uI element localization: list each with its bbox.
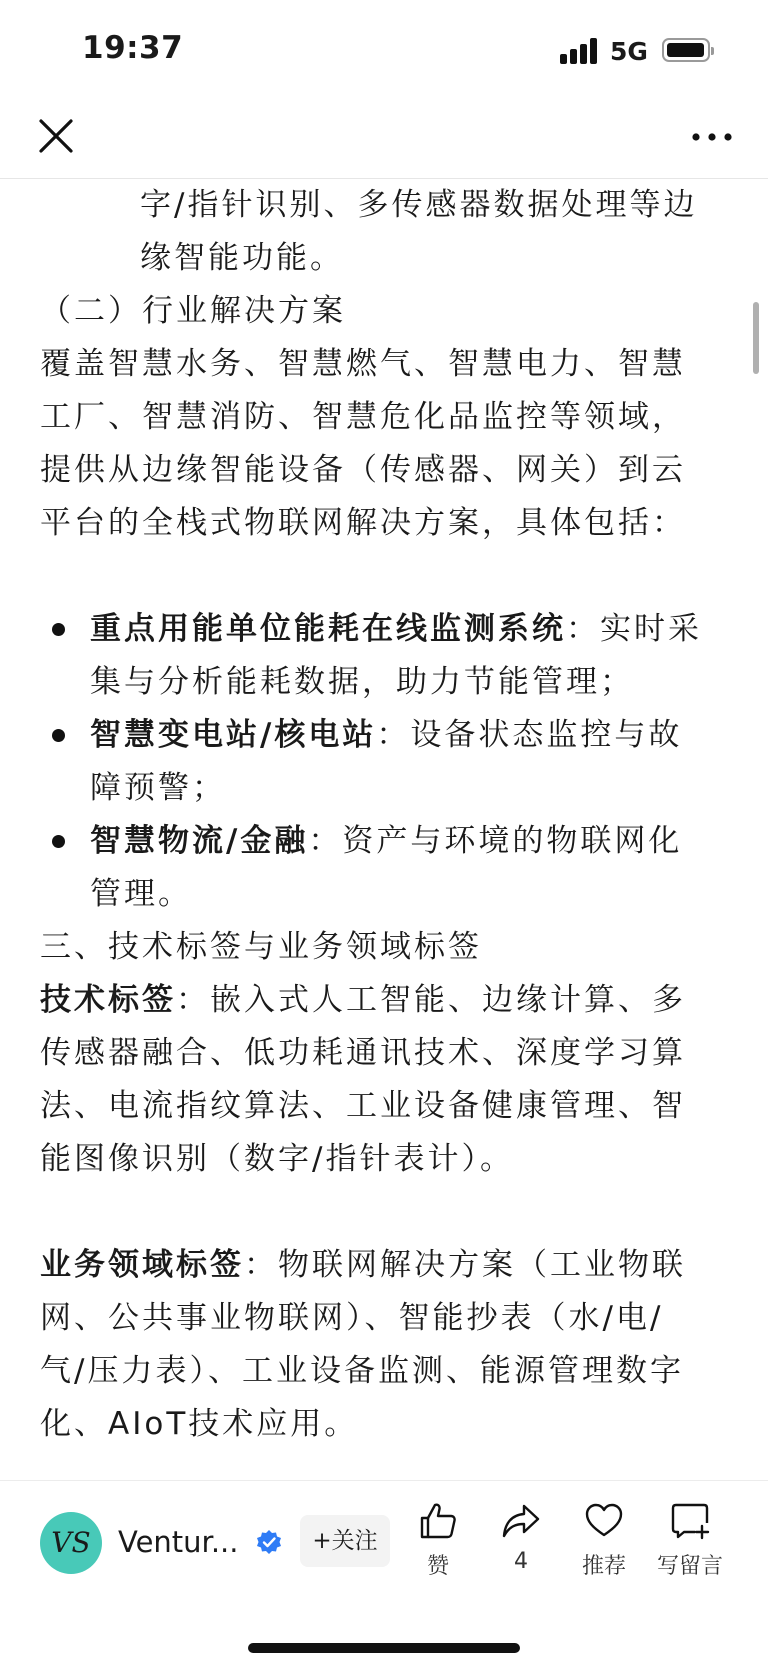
share-button[interactable] <box>481 1501 561 1574</box>
tech-tags-text: ：嵌入式人工智能、边缘计算、多 <box>176 982 686 1018</box>
thumbs-up-icon <box>418 1501 458 1541</box>
paragraph-line: 覆盖智慧水务、智慧燃气、智慧电力、智慧 <box>40 346 686 382</box>
recommend-button[interactable] <box>564 1501 644 1580</box>
home-indicator[interactable] <box>248 1643 520 1653</box>
more-options-button[interactable] <box>690 122 734 152</box>
signal-icon <box>560 38 602 64</box>
status-bar <box>0 0 768 100</box>
tech-tags-text: 传感器融合、低功耗通讯技术、深度学习算 <box>40 1035 686 1071</box>
status-time: 19:37 <box>82 30 184 66</box>
business-tags-label: 业务领域标签 <box>40 1247 244 1283</box>
close-icon <box>36 116 76 156</box>
bullet-item <box>40 709 728 815</box>
recommend-label: 推荐 <box>581 1554 626 1579</box>
comment-label: 写留言 <box>656 1554 723 1579</box>
follow-button[interactable]: +关注 <box>300 1515 390 1567</box>
business-tags-text: 气/压力表）、工业设备监测、能源管理数字 <box>40 1353 684 1389</box>
avatar-initials: VS <box>51 1526 91 1559</box>
avatar[interactable] <box>40 1512 102 1574</box>
bullet-dot <box>52 623 65 636</box>
like-label: 赞 <box>426 1554 449 1579</box>
paragraph-line: 平台的全栈式物联网解决方案，具体包括： <box>40 505 686 541</box>
close-button[interactable] <box>36 116 76 156</box>
battery-icon <box>662 38 710 62</box>
share-arrow-icon <box>501 1501 541 1541</box>
nav-bar <box>0 100 768 179</box>
more-icon <box>690 122 734 152</box>
section-subheading: （二）行业解决方案 <box>40 293 346 329</box>
like-button[interactable] <box>398 1501 478 1580</box>
scrollbar[interactable] <box>753 302 759 374</box>
section-heading: 三、技术标签与业务领域标签 <box>40 929 482 965</box>
verified-badge-icon <box>256 1529 282 1555</box>
bullet-dot <box>52 729 65 742</box>
bullet-text: 管理。 <box>90 876 192 912</box>
bullet-text: ：设备状态监控与故 <box>376 717 683 753</box>
article-content <box>40 179 728 1479</box>
tech-tags-text: 法、电流指纹算法、工业设备健康管理、智 <box>40 1088 686 1124</box>
paragraph-line: 工厂、智慧消防、智慧危化品监控等领域， <box>40 399 686 435</box>
bullet-text: ：资产与环境的物联网化 <box>308 823 683 859</box>
comment-button[interactable] <box>650 1501 730 1580</box>
paragraph-line: 提供从边缘智能设备（传感器、网关）到云 <box>40 452 686 488</box>
bullet-dot <box>52 835 65 848</box>
network-type: 5G <box>610 37 648 66</box>
business-tags-text: 网、公共事业物联网）、智能抄表（水/电/ <box>40 1300 664 1336</box>
bullet-text: ：实时采 <box>566 611 702 647</box>
bottom-action-bar <box>0 1480 768 1664</box>
bullet-text: 障预警； <box>90 770 226 806</box>
bullet-text: 集与分析能耗数据，助力节能管理； <box>90 664 634 700</box>
bullet-title: 智慧变电站/核电站 <box>90 717 377 753</box>
heart-icon <box>584 1501 624 1541</box>
article-line: 缘智能功能。 <box>140 240 344 276</box>
share-count: 4 <box>514 1549 528 1574</box>
author-name[interactable]: Ventur... <box>118 1525 239 1559</box>
tech-tags-label: 技术标签 <box>40 982 176 1018</box>
bullet-item <box>40 603 728 709</box>
business-tags-text: ：物联网解决方案（工业物联 <box>244 1247 686 1283</box>
bullet-item <box>40 815 728 921</box>
bullet-title: 智慧物流/金融 <box>90 823 309 859</box>
bullet-title: 重点用能单位能耗在线监测系统 <box>90 611 566 647</box>
comment-plus-icon <box>670 1501 710 1541</box>
tech-tags-text: 能图像识别（数字/指针表计）。 <box>40 1141 514 1177</box>
business-tags-text: 化、AIoT技术应用。 <box>40 1406 359 1442</box>
article-line: 字/指针识别、多传感器数据处理等边 <box>140 187 698 223</box>
